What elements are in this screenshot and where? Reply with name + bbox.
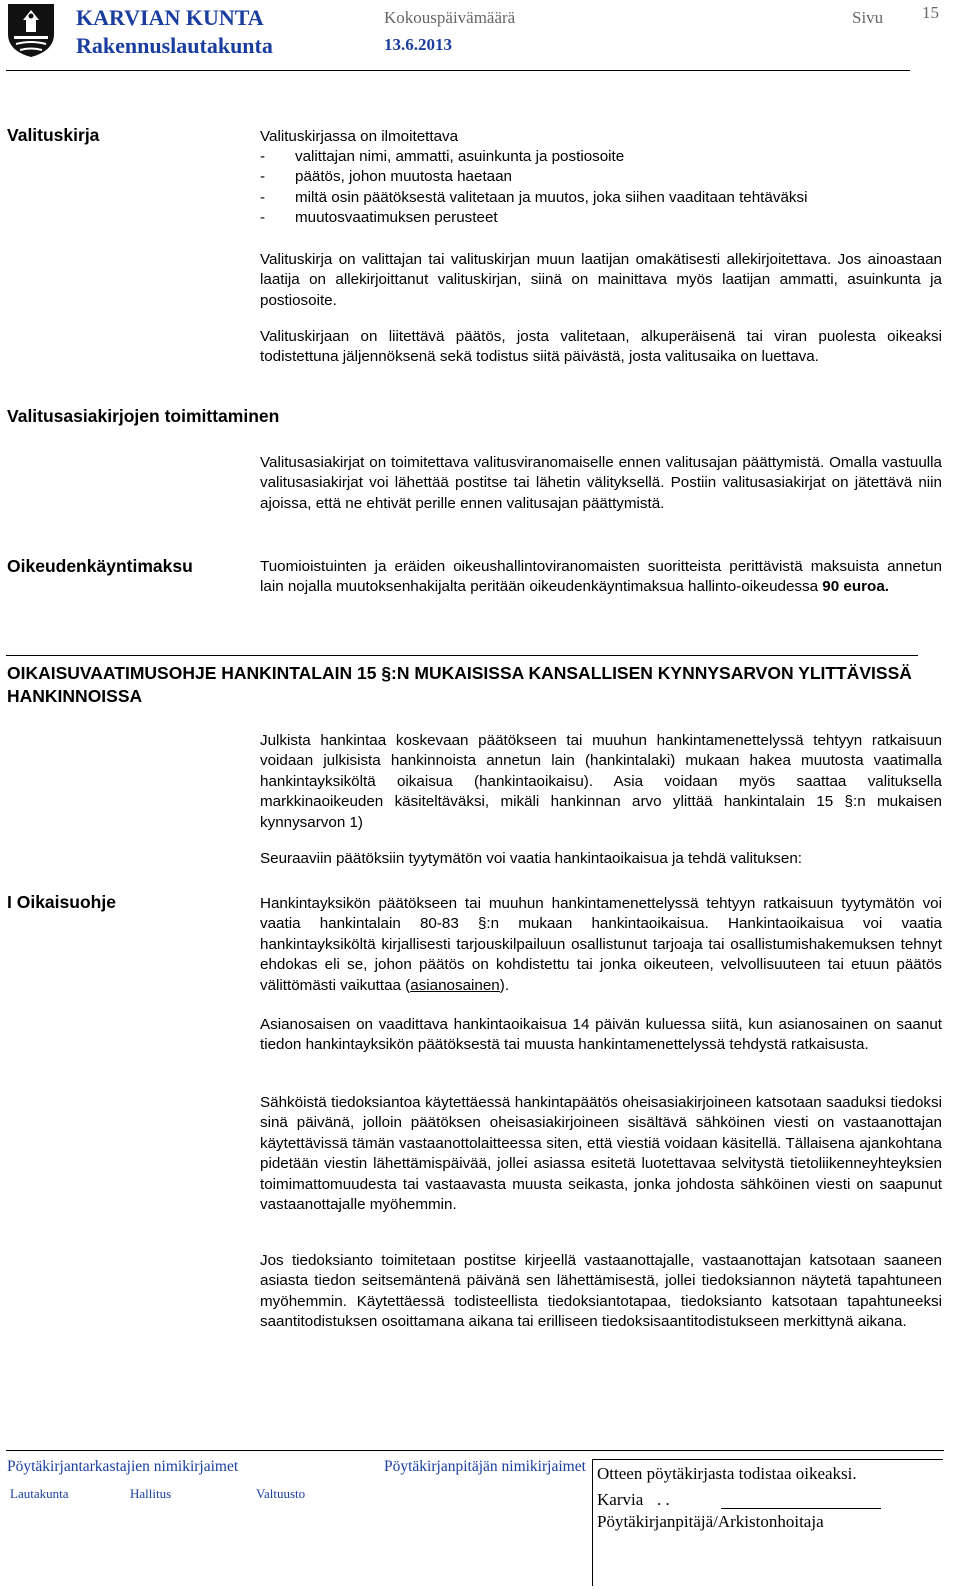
appeal-intro: Valituskirjassa on ilmoitettava <box>260 128 459 145</box>
section-label-delivery: Valitusasiakirjojen toimittaminen <box>7 406 280 426</box>
certification-box <box>592 1459 943 1586</box>
procurement-heading: OIKAISUVAATIMUSOHJE HANKINTALAIN 15 §:N MUKAISISSA KANSALLISEN KYNNYSARVON YLITTÄVISSÄ HANKINNOISSA <box>7 663 912 706</box>
keeper-initials-label: Pöytäkirjanpitäjän nimikirjaimet <box>384 1458 586 1475</box>
page-label: Sivu <box>852 8 884 27</box>
header-rule <box>6 70 910 71</box>
meeting-date-label: Kokouspäivämäärä <box>384 8 516 27</box>
certification-role: Pöytäkirjanpitäjä/Arkistonhoitaja <box>597 1512 824 1531</box>
section-label-rectification: I Oikaisuohje <box>7 892 116 912</box>
rectification-paragraph-4: Jos tiedoksianto toimitetaan postitse kirjeellä vastaanottajalle, vastaanottajan katsotaan saaneen asiasta tiedon seitsemäntenä päivänä sen lähettämisestä, jollei tiedoksiannon näytetä tapahtuneen myöhemmin. Käytettäessä todisteellista tiedoksiantotapaa, tiedoksianto katsotaan tapahtuneeksi saantitodistuksen osoittamana aikana tai erilliseen tiedoksisaantitodistukseen merkittynä aikana. <box>260 1252 942 1331</box>
org-name: KARVIAN KUNTA <box>76 5 264 30</box>
meeting-date: 13.6.2013 <box>384 35 452 54</box>
board-name: Rakennuslautakunta <box>76 33 273 58</box>
section-label-appeal: Valituskirja <box>7 125 100 145</box>
certification-date-dots: . . <box>657 1490 670 1509</box>
board-valtuusto: Valtuusto <box>256 1486 306 1501</box>
appeal-list-item: - miltä osin päätöksestä valitetaan ja muutos, joka siihen vaaditaan tehtäväksi <box>260 188 808 206</box>
asianosainen-link: asianosainen <box>410 976 500 994</box>
signature-line <box>721 1508 881 1509</box>
appeal-list-item: - valittajan nimi, ammatti, asuinkunta ja postiosoite <box>260 148 625 166</box>
fee-paragraph: Tuomioistuinten ja eräiden oikeushallintoviranomaisten suoritteista perittävistä maksuista annetun lain nojalla muutoksenhakijalta peritään oikeudenkäyntimaksua hallinto-oikeudessa 90 euroa. <box>260 558 942 596</box>
appeal-list-item: - muutosvaatimuksen perusteet <box>260 208 498 226</box>
certification-place: Karvia <box>597 1490 644 1509</box>
delivery-paragraph: Valitusasiakirjat on toimitettava valitusviranomaiselle ennen valitusajan päättymistä. Omalla vastuulla valitusasiakirjat voi lähettää postitse tai lähetin välityksellä. Postiin valitusasiakirjat on jätettävä niin ajoissa, että ne ehtivät perille ennen valitusajan päättymistä. <box>260 454 942 512</box>
certification-statement: Otteen pöytäkirjasta todistaa oikeaksi. <box>597 1464 857 1483</box>
procurement-rule <box>6 655 918 656</box>
footer-rule <box>6 1450 944 1451</box>
page-number: 15 <box>922 3 939 22</box>
rectification-paragraph-2: Asianosaisen on vaadittava hankintaoikaisua 14 päivän kuluessa siitä, kun asianosainen on saanut tiedon hankintayksikön päätöksestä tai muusta hankintamenettelyssä tehdystä ratkaisusta. <box>260 1016 942 1054</box>
section-label-fee: Oikeudenkäyntimaksu <box>7 556 193 576</box>
rectification-paragraph-1: Hankintayksikön päätökseen tai muuhun hankintamenettelyssä tehtyyn ratkaisuun tyytymätön voi vaatia hankintalain 80-83 §:n mukaan hankintaoikaisua. Hankintaoikaisua voi vaatia hankintayksiköltä kirjallisesti tarjouskilpailuun osallistunut tarjoaja tai osallistumishakemuksen tehnyt ehdokas eli se, johon päätös on kohdistettu tai jonka oikeuteen, velvollisuuteen tai etuun päätös välittömästi vaikuttaa (asianosainen). <box>260 895 942 994</box>
inspectors-initials-label: Pöytäkirjantarkastajien nimikirjaimet <box>7 1458 239 1475</box>
municipal-crest-logo <box>6 2 56 58</box>
appeal-attachment-paragraph: Valituskirjaan on liitettävä päätös, josta valitetaan, alkuperäisenä tai viran puolesta oikeaksi todistettuna jäljennöksenä sekä todistus siitä päivästä, josta valitusaika on luettava. <box>260 328 942 366</box>
appeal-content <box>260 127 942 228</box>
procurement-intro-paragraph: Julkista hankintaa koskevaan päätökseen tai muuhun hankintamenettelyssä tehtyyn ratkaisuun voidaan julkisista hankinnoista annetun lain (hankintalaki) mukaan hakea muutosta vaatimalla hankintayksiköltä oikaisua (hankintaoikaisu). Asia voidaan myös saattaa valituksella markkinaoikeuden käsiteltäväksi, mikäli hankinnan arvo ylittää hankintalain 15 §:n mukaisen kynnysarvon 1) <box>260 732 942 831</box>
procurement-lead-paragraph: Seuraaviin päätöksiin tyytymätön voi vaatia hankintaoikaisua ja tehdä valituksen: <box>260 850 803 867</box>
appeal-signature-paragraph: Valituskirja on valittajan tai valituskirjan muun laatijan omakätisesti allekirjoitettava. Jos ainoastaan laatija on allekirjoittanut valituskirjan, siinä on mainittava myös laatijan ammatti, asuinkunta ja postiosoite. <box>260 251 942 309</box>
board-hallitus: Hallitus <box>130 1486 172 1501</box>
rectification-paragraph-3: Sähköistä tiedoksiantoa käytettäessä hankintapäätös oheisasiakirjoineen katsotaan saaduksi tiedoksi sinä päivänä, jolloin päätöksen oheisasiakirjoineen sisältävä sähköinen viesti on vastaanottajan käytettävissä tämän vastaanottolaitteessa siten, että viestiä voidaan käsitellä. Tällaisena ajankohtana pidetään viestin lähettämispäivää, jollei asiassa esitetä luotettavaa selvitystä tietoliikenneyhteyksien toimimattomuudesta tai vastaavasta muusta seikasta, jonka johdosta sähköinen viesti on saapunut vastaanottajalle myöhemmin. <box>260 1094 942 1214</box>
fee-amount: 90 euroa. <box>822 578 889 596</box>
board-lautakunta: Lautakunta <box>10 1486 69 1501</box>
appeal-list-item: - päätös, johon muutosta haetaan <box>260 168 513 186</box>
